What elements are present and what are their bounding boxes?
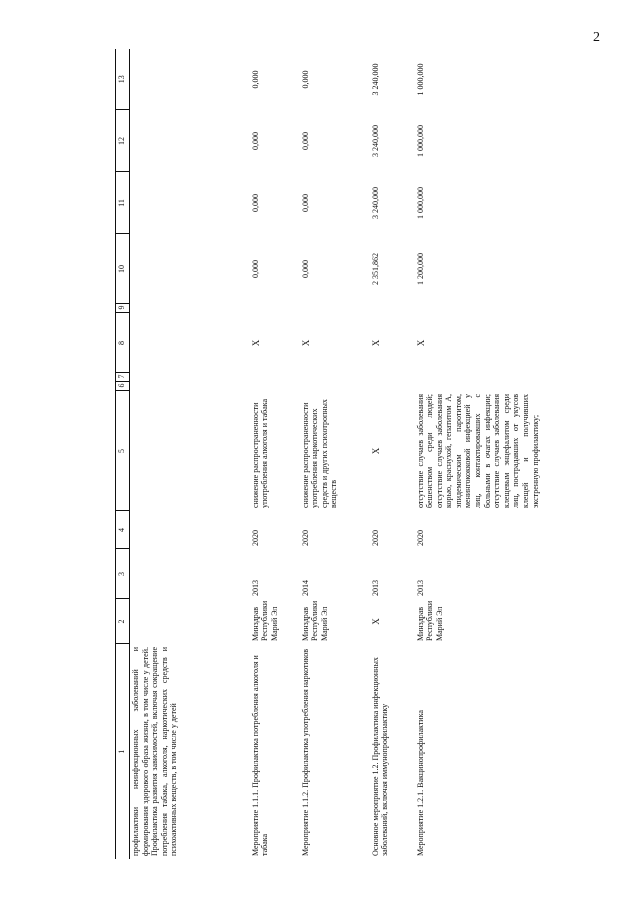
program-measures-table [115,49,555,859]
col-header-11: 11 [116,172,130,234]
page-number: 2 [593,30,600,45]
col-header-5: 5 [116,391,130,511]
amount-10: 1 200,000 [415,253,425,285]
cell-7 [415,373,555,382]
col-header-6: 6 [116,382,130,391]
amount-13: 3 240,000 [370,63,380,96]
cell-9 [415,304,555,313]
executor: Минздрав Республики Марий Эл [300,600,329,641]
col-header-3: 3 [116,549,130,599]
table-row [370,49,415,859]
table-row [300,49,370,859]
amount-12: 1 000,000 [415,125,425,157]
cell-9 [370,304,415,313]
cell-7 [130,373,250,382]
cell-9 [300,304,370,313]
cell-7 [250,373,300,382]
cell-6 [250,382,300,391]
cell-7 [370,373,415,382]
amount-10: 0,000 [300,260,310,278]
amount-12: 3 240,000 [370,125,380,157]
header-row [116,49,130,859]
table-row [415,49,555,859]
col-header-10: 10 [116,234,130,304]
end-year: 2020 [370,530,380,546]
cell-9 [250,304,300,313]
amount-11: 1 000,000 [415,187,425,219]
cell-9 [130,304,250,313]
cell-6 [370,382,415,391]
expected-result: Х [370,447,381,455]
cell-6 [130,382,250,391]
start-year [130,549,250,599]
measure-name: Мероприятие 1.1.1. Профилактика потребления алкоголя и табака [250,655,270,856]
executor: Минздрав Республики Марий Эл [415,600,444,641]
amount-12: 0,000 [250,132,260,150]
col-header-9: 9 [116,304,130,313]
table-row [130,49,250,859]
amount-10: 0,000 [250,260,260,278]
expected-result: снижение распространенности употребления алкоголя и табака [250,398,270,508]
amount-11: 0,000 [250,194,260,212]
amount-10 [130,234,250,304]
start-year: 2014 [300,580,310,596]
amount-11 [130,172,250,234]
cell-8: Х [300,339,311,347]
executor [130,599,250,644]
cell-6 [300,382,370,391]
end-year: 2020 [415,530,425,546]
amount-13: 1 000,000 [415,63,425,96]
table-row [250,49,300,859]
executor: Х [370,618,381,625]
col-header-7: 7 [116,373,130,382]
cell-8: Х [415,339,426,347]
expected-result: снижение распространенности употребления наркотических средств и других психотропных веществ [300,399,339,508]
measure-name: профилактики неинфекционных заболеваний и формирования здорового образа жизни, в том числе у детей. Профилактика развития зависимостей, включая сокращение потребления табака, алкоголя, наркотических средств и психоактивных веществ, в том числе у детей [131,647,179,856]
cell-8: Х [370,339,381,347]
amount-13 [130,49,250,110]
measure-name: Мероприятие 1.2.1. Вакцинопрофилактика [415,710,425,856]
amount-13: 0,000 [300,70,310,89]
start-year: 2013 [370,580,380,596]
col-header-13: 13 [116,49,130,110]
col-header-12: 12 [116,110,130,172]
amount-10: 2 351,862 [370,253,380,285]
executor: Минздрав Республики Марий Эл [250,600,279,641]
amount-13: 0,000 [250,70,260,89]
col-header-1: 1 [116,644,130,859]
cell-8 [130,313,250,373]
end-year: 2020 [250,530,260,546]
cell-7 [300,373,370,382]
amount-12 [130,110,250,172]
measure-name: Мероприятие 1.1.2. Профилактика употребления наркотиков [300,648,310,856]
cell-6 [415,382,555,391]
expected-result: отсутствие случаев заболевания бешенством среди людей; отсутствие случаев заболевания корью, краснухой, гепатитом А, эпидемическим паротитом, менингококковой инфекцией у лиц, контактировавших с больными в очагах инфекции; отсутствие случаев заболевания клещевым энцефалитом среди лиц, пострадавших от укусов клещей и получивших экстренную профилактику; [415,394,540,508]
measure-name: Основное мероприятие 1.2. Профилактика инфекционных заболеваний, включая иммунопрофилактику [370,657,390,856]
amount-12: 0,000 [300,132,310,150]
cell-8: Х [250,339,261,347]
amount-11: 0,000 [300,194,310,212]
rotated-table-stage [115,49,545,859]
start-year: 2013 [415,580,425,596]
end-year: 2020 [300,530,310,546]
col-header-2: 2 [116,599,130,644]
expected-result [130,391,250,511]
col-header-8: 8 [116,313,130,373]
amount-11: 3 240,000 [370,187,380,219]
start-year: 2013 [250,580,260,596]
end-year [130,511,250,549]
col-header-4: 4 [116,511,130,549]
